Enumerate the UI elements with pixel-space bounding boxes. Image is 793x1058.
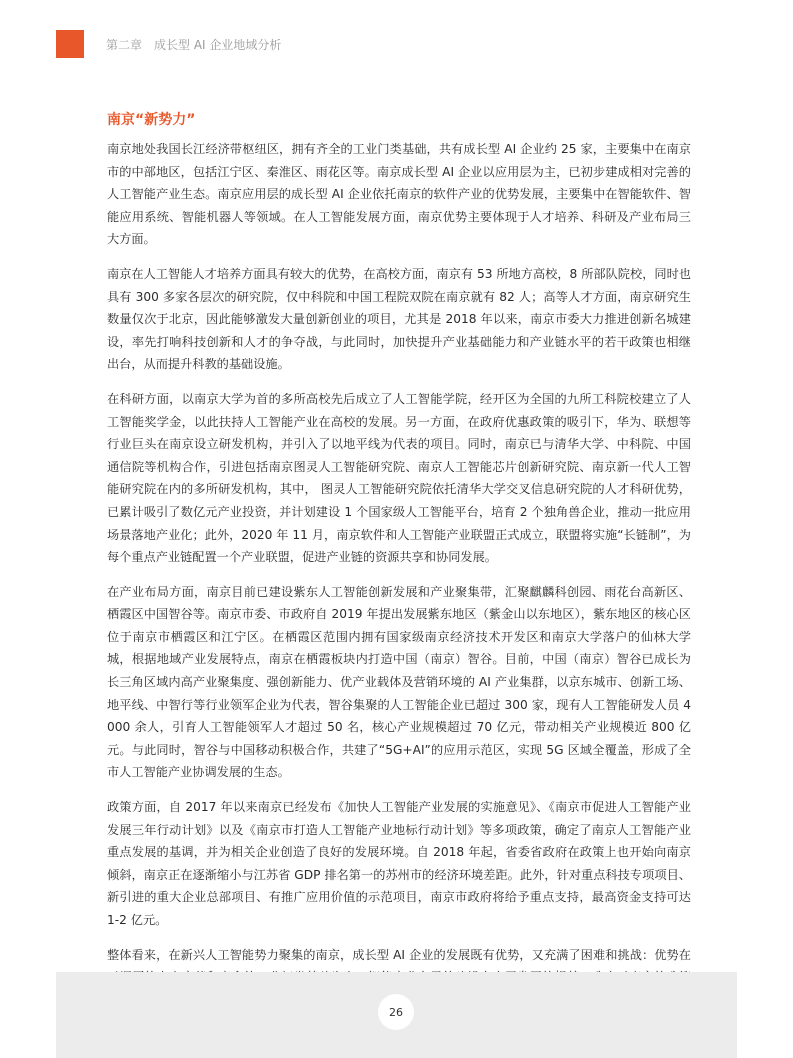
paragraph: 整体看来，在新兴人工智能势力聚集的南京，成长型 AI 企业的发展既有优势，又充满了困难和挑战：优势在 (107, 947, 691, 962)
page-footer (56, 972, 737, 1058)
page-body (107, 110, 691, 1023)
section-title: 南京“新势力” (107, 112, 196, 128)
chapter-label: 第二章 (106, 38, 143, 52)
paragraph: 南京地处我国长江经济带枢纽区，拥有齐全的工业门类基础，共有成长型 AI 企业约 25 家，主要集中在南京市的中部地区，包括江宁区、秦淮区、雨花区等。南京成长型 AI 企业以应用层为主，已初步建成相对完善的人工智能产业生态。南京应用层的成长型 AI 企业依托南京的软件产业的优势发展，主要集中在智能软件、智能应用系统、智能机器人等领域。在人工智能发展方面，南京优势主要体现于人才培养、科研及产业布局三大方面。 (107, 142, 691, 247)
paragraph: 在产业布局方面，南京目前已建设紫东人工智能创新发展和产业聚集带，汇聚麒麟科创园、雨花台高新区、栖霞区中国智谷等。南京市委、市政府自 2019 年提出发展紫东地区（紫金山以东地区），紫东地区的核心区位于南京市栖霞区和江宁区。在栖霞区范围内拥有国家级南京经济技术开发区和南京大学落户的仙林大学城，根据地域产业发展特点，南京在栖霞板块内打造中国（南京）智谷。目前，中国（南京）智谷已成长为长三角区域内高产业聚集度、强创新能力、优产业载体及营销环境的 AI 产业集群，以京东城市、创新工场、地平线、中智行等行业领军企业为代表，智谷集聚的人工智能企业已超过 300 家，现有人工智能研发人员 4000 余人，引育人工智能领军人才超过 50 名，核心产业规模超过 70 亿元，带动相关产业规模近 800 亿元。与此同时，智谷与中国移动积极合作，共建了“5G+AI”的应用示范区，实现 5G 区域全覆盖，形成了全市人工智能产业协调发展的生态。 (107, 584, 691, 780)
running-header (106, 36, 281, 53)
paragraph: 在科研方面，以南京大学为首的多所高校先后成立了人工智能学院，经开区为全国的九所工科院校建立了人工智能奖学金，以此扶持人工智能产业在高校的发展。另一方面，在政府优惠政策的吸引下，华为、联想等行业巨头在南京设立研发机构，并引入了以地平线为代表的项目。同时，南京已与清华大学、中科院、中国通信院等机构合作，引进包括南京图灵人工智能研究院、南京人工智能芯片创新研究院、南京新一代人工智能研究院在内的多所研发机构，其中， 图灵人工智能研究院依托清华大学交叉信息研究院的人才科研优势，已累计吸引了数亿元产业投资，并计划建设 1 个国家级人工智能平台，培育 2 个独角兽企业，推动一批应用场景落地产业化；此外，2020 年 11 月，南京软件和人工智能产业联盟正式成立，联盟将实施“长链制”，为每个重点产业链配置一个产业联盟，促进产业链的资源共享和协同发展。 (107, 391, 691, 565)
paragraph: 政策方面，自 2017 年以来南京已经发布《加快人工智能产业发展的实施意见》、《南京市促进人工智能产业发展三年行动计划》以及《南京市打造人工智能产业地标行动计划》等多项政策，确定了南京人工智能产业重点发展的基调，并为相关企业创造了良好的发展环境。自 2018 年起，省委省政府在政策上也开始向南京倾斜，南京正在逐渐缩小与江苏省 GDP 排名第一的苏州市的经济环境差距。此外，针对重点科技专项项目、新引进的重大企业总部项目、有推广应用价值的示范项目，南京市政府将给予重点支持，最高资金支持可达 1-2 亿元。 (107, 800, 691, 927)
page-number: 26 (378, 994, 414, 1030)
paragraph: 南京在人工智能人才培养方面具有较大的优势，在高校方面，南京有 53 所地方高校，8 所部队院校，同时也具有 300 多家各层次的研究院，仅中科院和中国工程院双院在南京就有 82 人；高等人才方面，南京研究生数量仅次于北京，因此能够激发大量创新创业的项目，尤其是 2018 年以来，南京市委大力推进创新名城建设，率先打响科技创新和人才的争夺战，与此同时，加快提升产业基础能力和产业链水平的若干政策也相继出台，从而提升科教的基础设施。 (107, 266, 691, 372)
section-label: 成长型 AI 企业地域分析 (154, 38, 282, 52)
header-accent-square (56, 30, 84, 58)
